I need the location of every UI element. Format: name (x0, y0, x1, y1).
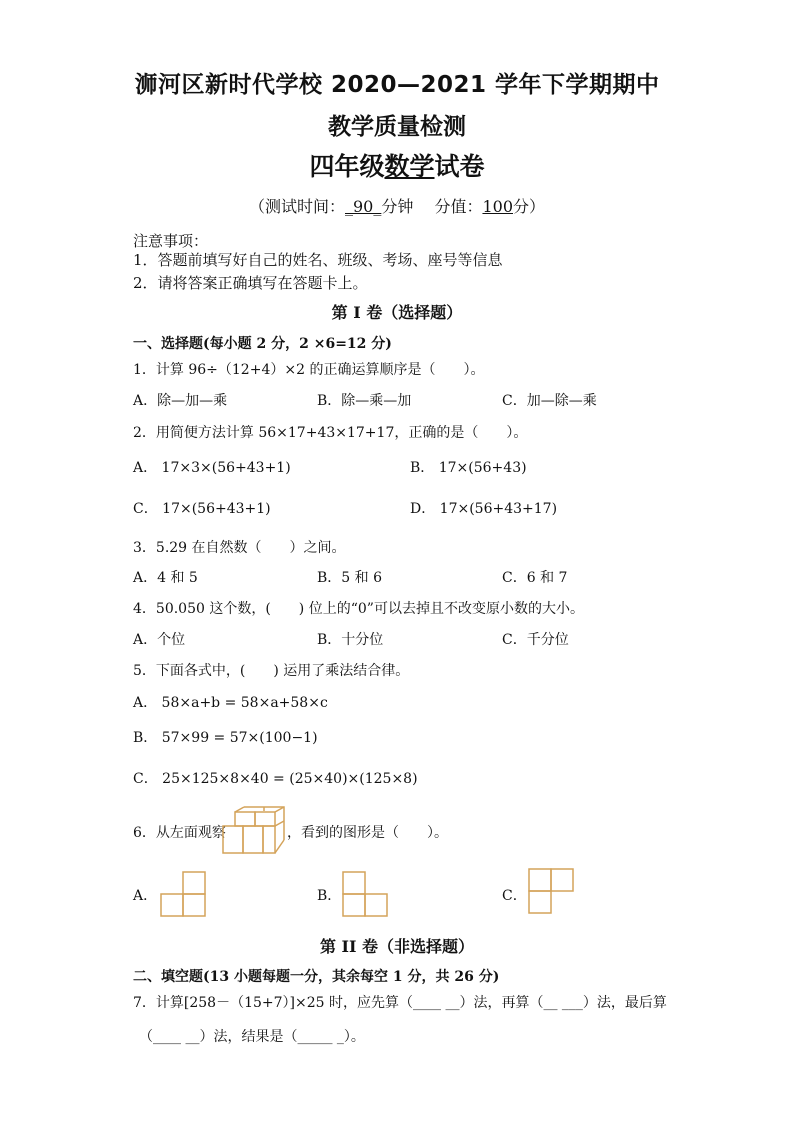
q6-option-c-figure (527, 867, 575, 915)
q3-stem: 3．5.29 在自然数（ ）之间。 (133, 540, 346, 556)
q2-option-c: C． 17×(56+43+1) (133, 501, 271, 517)
q1-option-a: A．除—加—乘 (133, 393, 228, 409)
q1-option-b: B．除—乘—加 (317, 393, 412, 409)
section2-heading: 二、填空题(13 小题每题一分，其余每空 1 分，共 26 分) (133, 969, 500, 985)
notice-item-1: 1．答题前填写好自己的姓名、班级、考场、座号等信息 (133, 251, 503, 269)
q6-option-b: B． (317, 888, 342, 904)
q4-option-b: B．十分位 (317, 632, 384, 648)
exam-subject-title (0, 147, 794, 183)
q6-stem-after: ，看到的图形是（ ）。 (287, 825, 448, 841)
q2-stem: 2．用简便方法计算 56×17+43×17+17，正确的是（ ）。 (133, 425, 528, 441)
q3-option-b: B．5 和 6 (317, 570, 383, 586)
title-suffix: 试卷 (434, 152, 485, 181)
subject-label: 数学 (384, 152, 435, 181)
q7-line1: 7．计算[258－（15+7）]×25 时，应先算（____ __）法，再算（__ ___）法，最后算 (133, 995, 667, 1011)
section1-heading: 一、选择题(每小题 2 分，2 ×6=12 分) (133, 336, 392, 352)
q6-option-a-figure (159, 870, 207, 918)
part2-title: 第 II 卷（非选择题） (319, 937, 475, 956)
q2-option-a: A． 17×3×(56+43+1) (133, 460, 291, 476)
q5-option-b: B． 57×99 = 57×(100−1) (133, 730, 318, 746)
q2-option-b: B． 17×(56+43) (410, 460, 527, 476)
q4-option-c: C．千分位 (502, 632, 569, 648)
exam-title-line2: 教学质量检测 (328, 114, 466, 140)
exam-title-line1: 浉河区新时代学校 2020—2021 学年下学期期中 (134, 72, 660, 98)
q2-option-d: D． 17×(56+43+17) (410, 501, 558, 517)
q3-option-a: A．4 和 5 (133, 570, 198, 586)
cube-stack-figure (222, 806, 288, 856)
notice-title: 注意事项： (133, 232, 209, 250)
exam-meta (0, 194, 794, 217)
notice-item-2: 2．请将答案正确填写在答题卡上。 (133, 274, 368, 292)
q1-option-c: C．加—除—乘 (502, 393, 597, 409)
q6-option-c: C． (502, 888, 527, 904)
q5-option-c: C． 25×125×8×40 = (25×40)×(125×8) (133, 771, 418, 787)
q6-stem-before: 6．从左面观察 (133, 825, 226, 841)
part1-title: 第 I 卷（选择题） (331, 303, 463, 322)
time-label: （测试时间： (248, 197, 345, 216)
grade-label: 四年级 (309, 152, 385, 181)
q7-line2: （____ __）法，结果是（_____ _）。 (139, 1029, 365, 1045)
q4-option-a: A．个位 (133, 632, 186, 648)
score-value: 100 (482, 197, 513, 216)
q3-option-c: C．6 和 7 (502, 570, 568, 586)
score-label-end: 分） (513, 197, 546, 216)
q5-stem: 5．下面各式中，( ) 运用了乘法结合律。 (133, 663, 410, 679)
q6-option-a: A． (133, 888, 158, 904)
time-value: _90_ (345, 197, 382, 216)
q6-option-b-figure (341, 870, 389, 918)
q5-option-a: A． 58×a+b = 58×a+58×c (133, 695, 328, 711)
q4-stem: 4．50.050 这个数，( ) 位上的“0”可以去掉且不改变原小数的大小。 (133, 601, 584, 617)
score-label: 分钟 分值： (381, 197, 483, 216)
q1-stem: 1．计算 96÷（12+4）×2 的正确运算顺序是（ ）。 (133, 362, 485, 378)
